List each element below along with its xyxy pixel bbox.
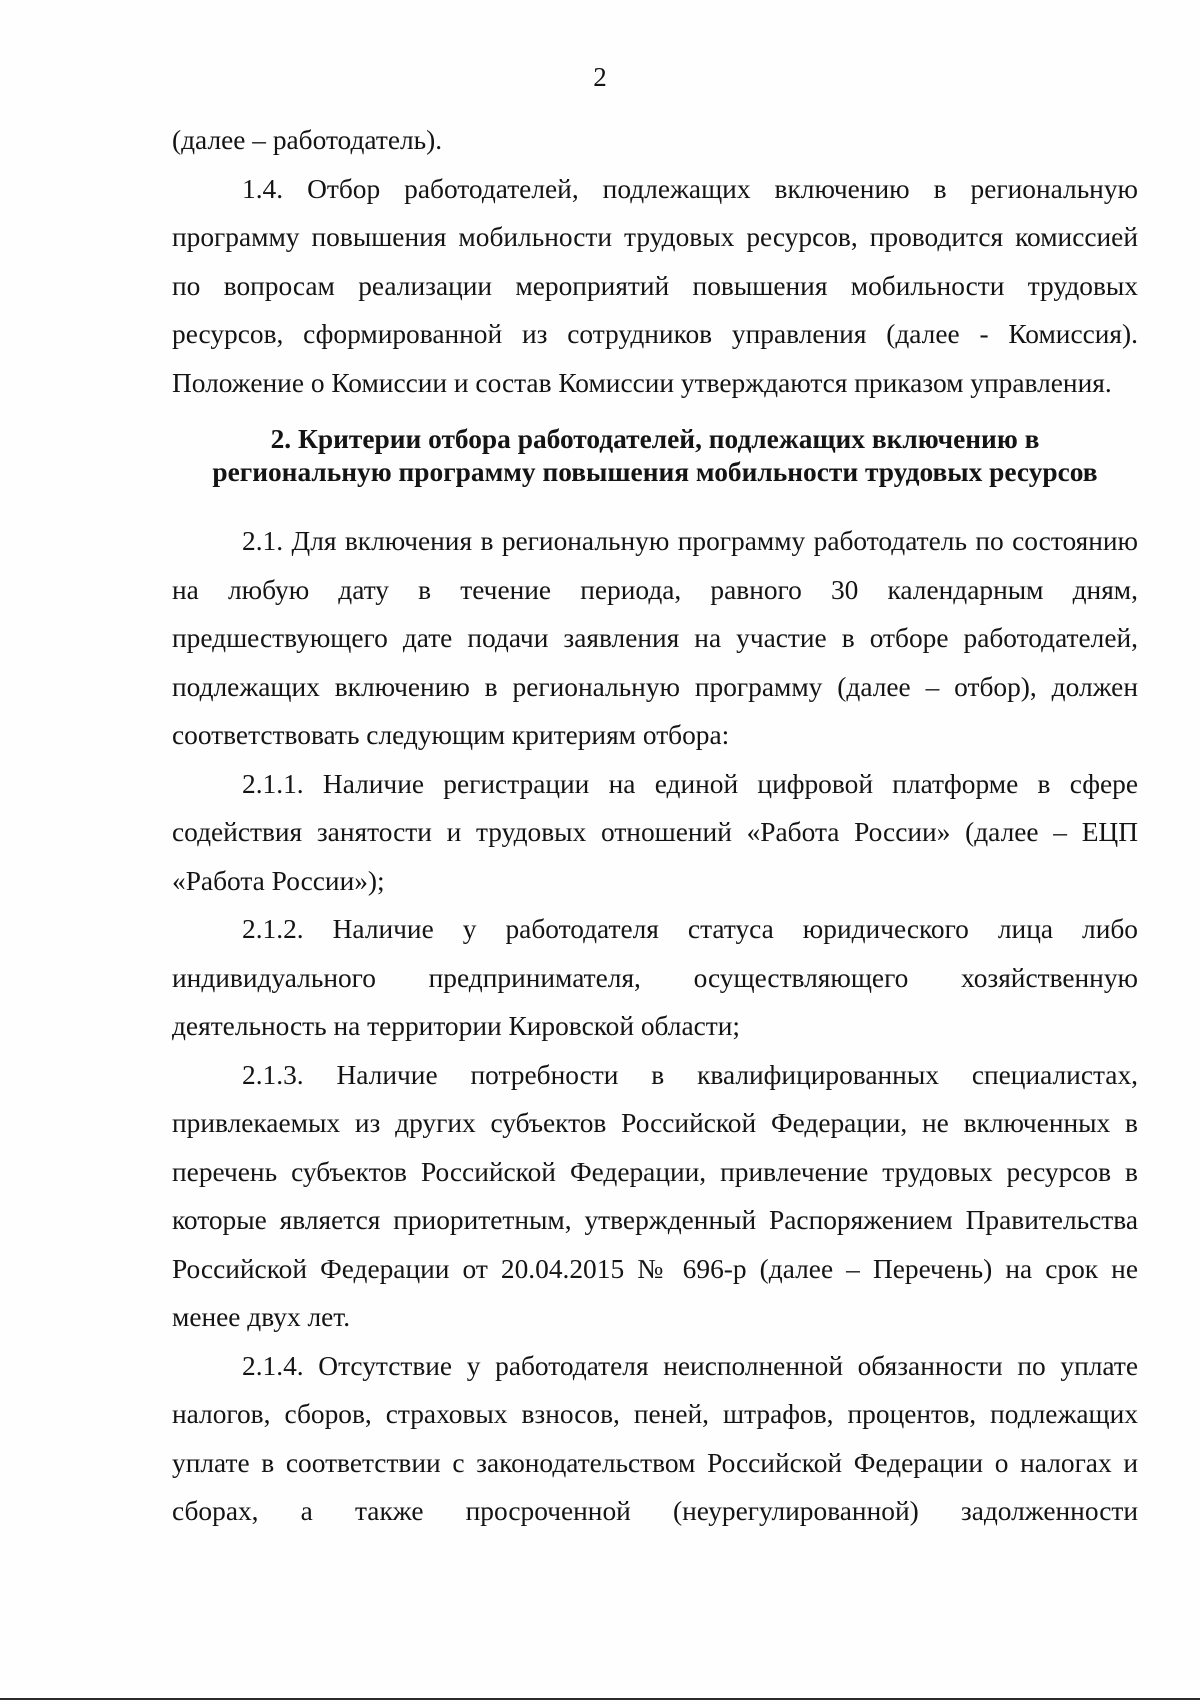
paragraph-1-4: 1.4. Отбор работодателей, подлежащих включению в региональную программу повышения мобильности трудовых ресурсов, проводится комиссией по вопросам реализации мероприятий повышения мобильности трудовых ресурсов, сформированной из сотрудников управления (далее - Комиссия). Положение о Комиссии и состав Комиссии утверждаются приказом управления. bbox=[172, 173, 1138, 398]
paragraph-continuation: (далее – работодатель). bbox=[172, 125, 443, 155]
page-number: 2 bbox=[593, 62, 607, 92]
section-2-heading-line-1: 2. Критерии отбора работодателей, подлежащих включению в bbox=[270, 424, 1040, 454]
paragraph-2-1-2: 2.1.2. Наличие у работодателя статуса юридического лица либо индивидуального предпринимателя, осуществляющего хозяйственную деятельность на территории Кировской области; bbox=[172, 914, 1138, 1041]
paragraph-2-1-3: 2.1.3. Наличие потребности в квалифицированных специалистах, привлекаемых из других субъектов Российской Федерации, не включенных в перечень субъектов Российской Федерации, привлечение трудовых ресурсов в которые является приоритетным, утвержденный Распоряжением Правительства Российской Федерации от 20.04.2015 № 696-р (далее – Перечень) на срок не менее двух лет. bbox=[172, 1059, 1138, 1332]
paragraph-2-1: 2.1. Для включения в региональную программу работодатель по состоянию на любую дату в течение периода, равного 30 календарным дням, предшествующего дате подачи заявления на участие в отборе работодателей, подлежащих включению в региональную программу (далее – отбор), должен соответствовать следующим критериям отбора: bbox=[172, 526, 1138, 750]
section-2-heading bbox=[172, 407, 1138, 517]
paragraph-2-1-4: 2.1.4. Отсутствие у работодателя неисполненной обязанности по уплате налогов, сборов, страховых взносов, пеней, штрафов, процентов, подлежащих уплате в соответствии с законодательством Российской Федерации о налогах и сборах, а также просроченной (неурегулированной) задолженности bbox=[172, 1350, 1138, 1526]
document-body bbox=[172, 116, 1138, 1536]
paragraph-2-1-1: 2.1.1. Наличие регистрации на единой цифровой платформе в сфере содействия занятости и трудовых отношений «Работа России» (далее – ЕЦП «Работа России»); bbox=[172, 768, 1138, 896]
section-2-heading-line-2: региональную программу повышения мобильности трудовых ресурсов bbox=[212, 457, 1098, 487]
scan-bottom-edge bbox=[0, 1698, 1200, 1700]
